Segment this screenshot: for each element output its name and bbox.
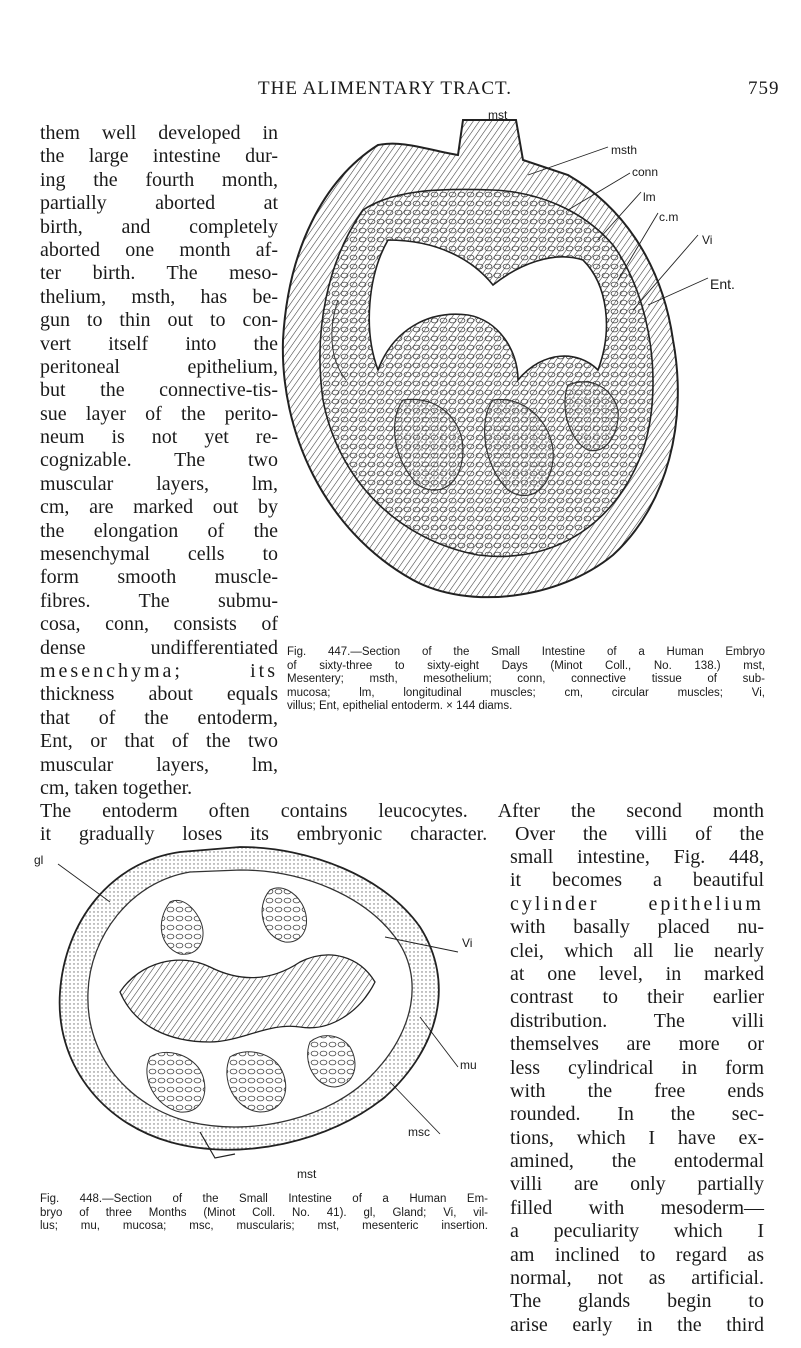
text-line: birth, and completely xyxy=(40,215,278,238)
text-line: tions, which I have ex- xyxy=(510,1126,764,1149)
text-line: muscular layers, lm, xyxy=(40,753,278,776)
text-line: distribution. The villi xyxy=(510,1009,764,1032)
text-line: themselves are more or xyxy=(510,1033,764,1056)
text-line: arise early in the third xyxy=(510,1313,764,1336)
text-line: clei, which all lie nearly xyxy=(510,939,764,962)
text-line: ing the fourth month, xyxy=(40,168,278,191)
full-width-text xyxy=(40,800,764,847)
text-line: mesenchyma; its xyxy=(40,659,278,682)
caption-line: lus; mu, mucosa; msc, muscularis; mst, mesenteric insertion. xyxy=(40,1220,488,1232)
text-line: small intestine, Fig. 448, xyxy=(510,846,764,868)
label-cm: c.m xyxy=(659,210,679,224)
text-line: am inclined to regard as xyxy=(510,1243,764,1266)
left-column-text xyxy=(40,122,278,800)
text-line: at one level, in marked xyxy=(510,962,764,985)
label-gl: gl xyxy=(34,853,44,867)
caption-line: Mesentery; msth, mesothelium; conn, connective tissue of sub- xyxy=(287,673,765,685)
text-line: amined, the entodermal xyxy=(510,1150,764,1173)
text-line: cognizable. The two xyxy=(40,449,278,472)
text-line: Ent, or that of the two xyxy=(40,730,278,753)
text-line: gun to thin out to con- xyxy=(40,309,278,332)
fig448-illustration xyxy=(40,842,460,1162)
text-line: form smooth muscle- xyxy=(40,566,278,589)
text-line: fibres. The submu- xyxy=(40,589,278,612)
text-line: a peculiarity which I xyxy=(510,1220,764,1243)
running-head: THE ALIMENTARY TRACT. xyxy=(258,78,512,99)
text-line: thelium, msth, has be- xyxy=(40,285,278,308)
text-line: it becomes a beautiful xyxy=(510,869,764,892)
text-line: cm, taken together. xyxy=(40,776,193,799)
text-line: but the connective-tis- xyxy=(40,379,278,402)
text-line: mesenchymal cells to xyxy=(40,543,278,566)
text-line: them well developed in xyxy=(40,122,278,144)
text-line: The glands begin to xyxy=(510,1290,764,1313)
text-line: vert itself into the xyxy=(40,332,278,355)
text-line: sue layer of the perito- xyxy=(40,402,278,425)
text-line: partially aborted at xyxy=(40,192,278,215)
caption-line: mucosa; lm, longitudinal muscles; cm, circular muscles; Vi, xyxy=(287,686,765,699)
label-msc: msc xyxy=(408,1125,430,1139)
label-mu: mu xyxy=(460,1058,477,1072)
text-line: it gradually loses its embryonic character. Over the villi of the xyxy=(40,823,764,846)
text-line: with the free ends xyxy=(510,1079,764,1102)
label-msth: msth xyxy=(611,143,638,157)
fig447-illustration xyxy=(268,100,728,660)
caption-line: bryo of three Months (Minot Coll. No. 41). gl, Gland; Vi, vil- xyxy=(40,1206,488,1219)
text-line: dense undifferentiated xyxy=(40,636,278,659)
text-line: less cylindrical in form xyxy=(510,1056,764,1079)
text-line: rounded. In the sec- xyxy=(510,1103,764,1126)
text-line: ter birth. The meso- xyxy=(40,262,278,285)
label-lm: lm xyxy=(643,190,656,204)
right-column-text xyxy=(510,846,764,1337)
label-mst: mst xyxy=(488,108,508,122)
label-conn: conn xyxy=(632,165,659,179)
text-line: with basally placed nu- xyxy=(510,916,764,939)
caption-line: villus; Ent, epithelial entoderm. × 144 diams. xyxy=(287,700,513,712)
caption-line: Fig. 448.—Section of the Small Intestine of a Human Em- xyxy=(40,1193,488,1205)
intestine-section xyxy=(283,120,678,597)
fig447-caption xyxy=(287,646,765,714)
text-line: cosa, conn, consists of xyxy=(40,613,278,636)
text-line: the large intestine dur- xyxy=(40,145,278,168)
text-line: neum is not yet re- xyxy=(40,426,278,449)
fig448-caption xyxy=(40,1193,488,1234)
text-line: contrast to their earlier xyxy=(510,986,764,1009)
text-line: normal, not as artificial. xyxy=(510,1267,764,1290)
text-line: villi are only partially xyxy=(510,1173,764,1196)
caption-line: Fig. 447.—Section of the Small Intestine of a Human Embryo xyxy=(287,646,765,658)
text-line: the elongation of the xyxy=(40,519,278,542)
text-line: that of the entoderm, xyxy=(40,706,278,729)
page-number: 759 xyxy=(748,78,780,99)
text-line: cylinder epithelium xyxy=(510,892,764,915)
text-line: thickness about equals xyxy=(40,683,278,706)
label-vi: Vi xyxy=(702,233,713,247)
text-line: The entoderm often contains leucocytes. After the second month xyxy=(40,800,764,822)
label-vi-fig448: Vi xyxy=(462,936,473,950)
text-line: cm, are marked out by xyxy=(40,496,278,519)
intestine-section-fig448 xyxy=(60,847,439,1158)
text-line: filled with mesoderm— xyxy=(510,1196,764,1219)
caption-line: of sixty-three to sixty-eight Days (Minot Coll., No. 138.) mst, xyxy=(287,659,765,672)
label-mst-fig448: mst xyxy=(297,1167,317,1181)
text-line: aborted one month af- xyxy=(40,238,278,261)
label-ent: Ent. xyxy=(710,276,735,292)
text-line: peritoneal epithelium, xyxy=(40,355,278,378)
text-line: muscular layers, lm, xyxy=(40,472,278,495)
